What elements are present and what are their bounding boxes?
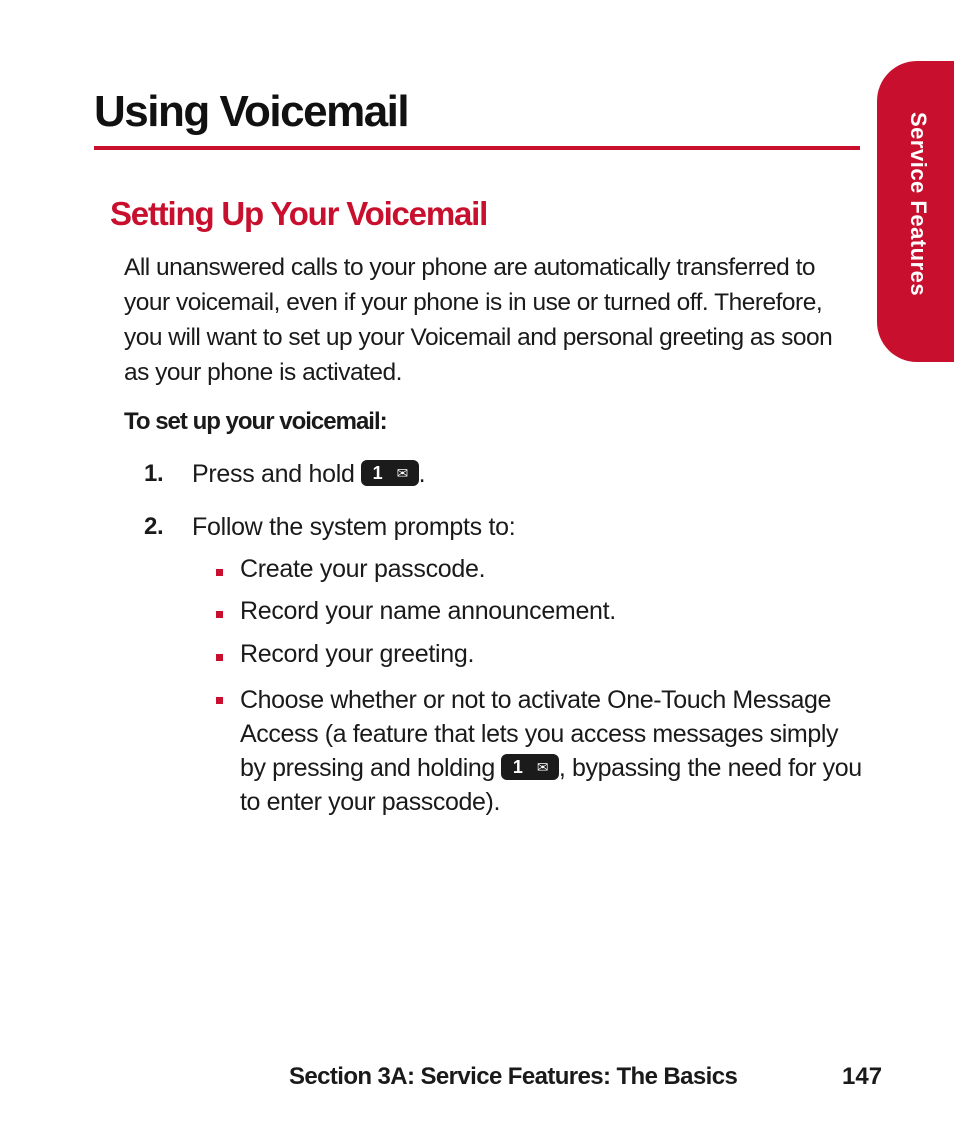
step-number: 2.	[144, 513, 164, 540]
bullet-item: Record your name announcement.	[240, 597, 616, 625]
step-text: Press and hold 1 ✉ .	[192, 460, 426, 488]
bullet-marker	[216, 654, 223, 661]
section-heading: Setting Up Your Voicemail	[110, 195, 488, 232]
key-1-button	[361, 460, 419, 486]
step-number: 1.	[144, 460, 164, 487]
envelope-icon: ✉	[396, 465, 409, 482]
key-digit: 1	[372, 463, 383, 484]
key-digit: 1	[512, 757, 523, 778]
side-tab-label: Service Features	[906, 112, 931, 297]
footer-section-title: Section 3A: Service Features: The Basics	[289, 1063, 738, 1090]
intro-paragraph: All unanswered calls to your phone are automatically transferred to your voicemail, even if your phone is in use or turned off. Therefore, you will want to set up your Voicemail and personal greeting as soon as your phone is activated.	[124, 254, 833, 386]
procedure-heading: To set up your voicemail:	[124, 408, 387, 435]
page-number: 147	[842, 1063, 883, 1090]
bullet-item: Create your passcode.	[240, 555, 486, 583]
page-title: Using Voicemail	[94, 87, 409, 136]
key-1-button	[501, 754, 559, 780]
bullet-marker	[216, 611, 223, 618]
bullet-item: Record your greeting.	[240, 640, 475, 668]
bullet-marker	[216, 569, 223, 576]
bullet-item-one-touch: Choose whether or not to activate One-Touch Message Access (a feature that lets you access messages simply by pressing and holding 1 ✉ , bypassing the need for you to enter your passcode).	[240, 686, 862, 816]
step-text: Follow the system prompts to:	[192, 513, 516, 541]
envelope-icon: ✉	[536, 759, 549, 776]
title-rule	[94, 146, 860, 150]
bullet-marker	[216, 697, 223, 704]
